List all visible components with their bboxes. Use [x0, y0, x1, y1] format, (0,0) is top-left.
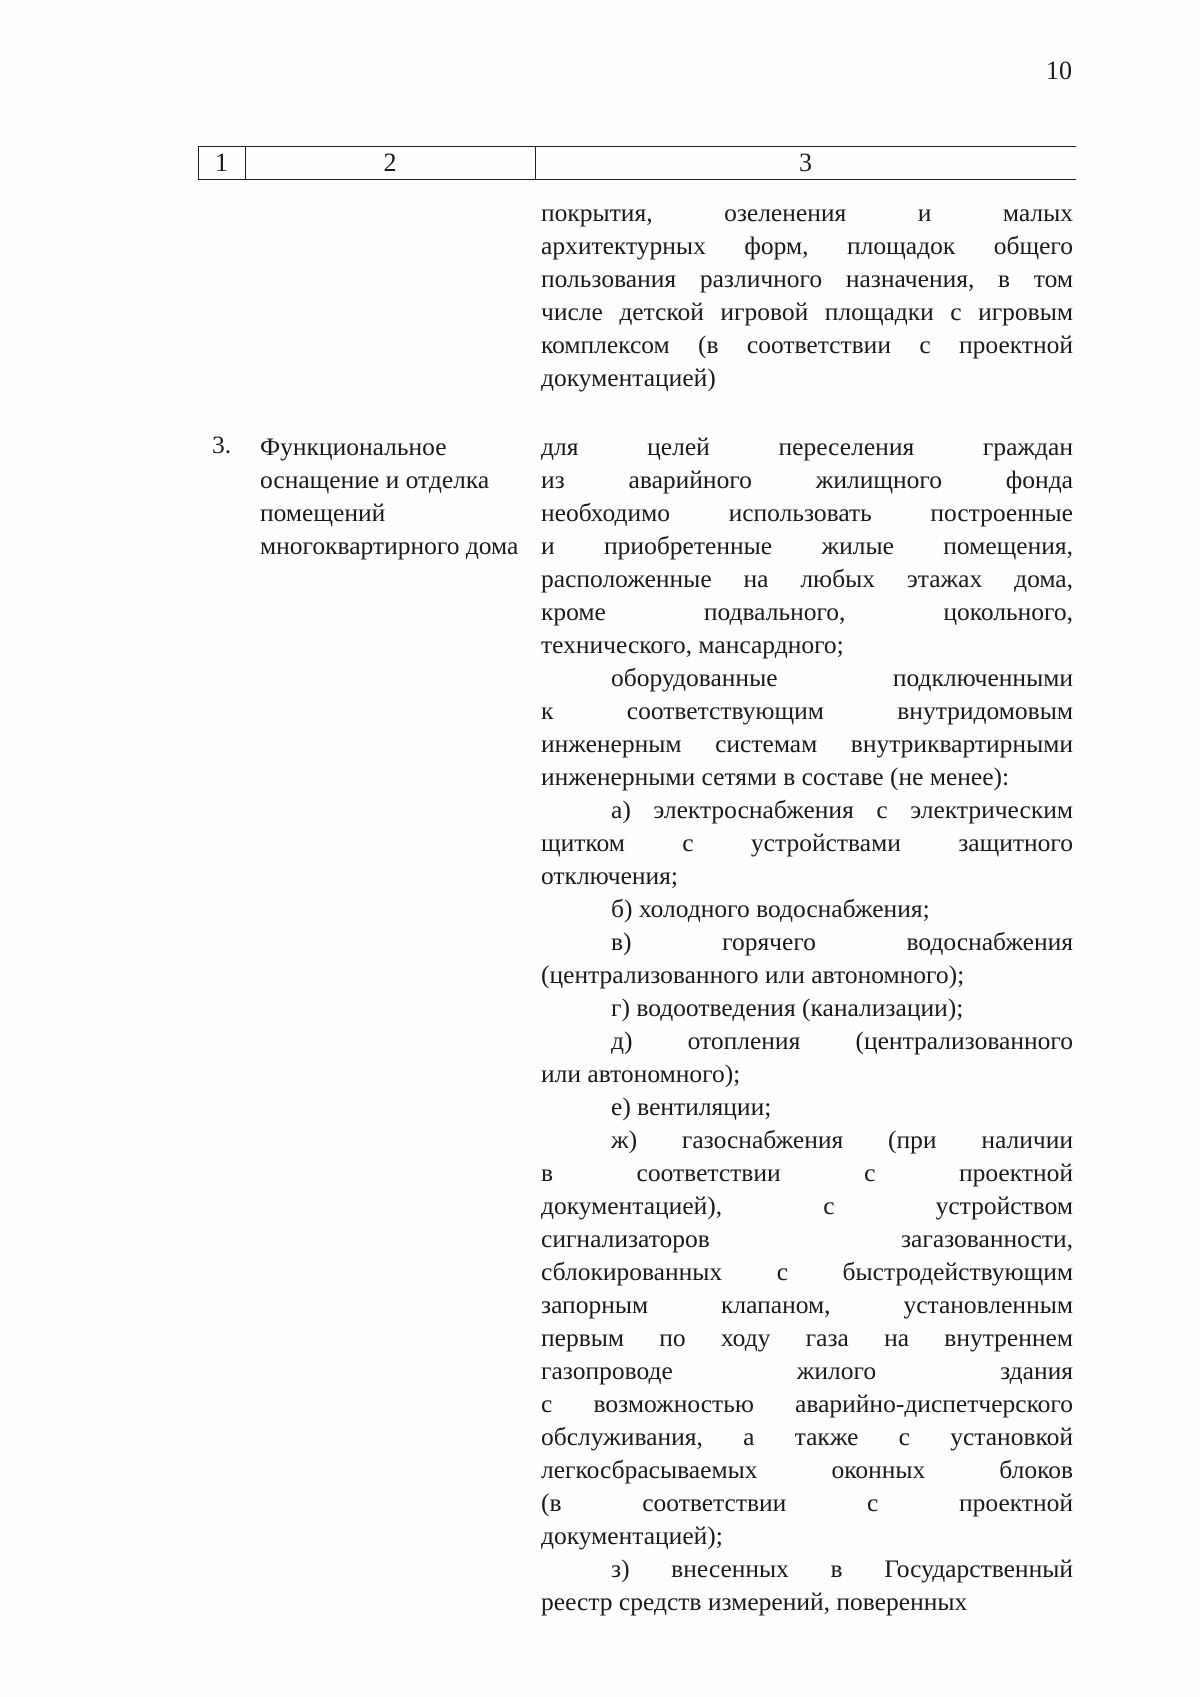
text-line: д) отопления (централизованного	[611, 1026, 1073, 1055]
text-line: б) холодного водоснабжения;	[611, 894, 930, 923]
table-header-row	[198, 146, 1076, 180]
text-line: в соответствии с проектной	[541, 1158, 1073, 1187]
table-header-bottom-border	[198, 179, 1076, 180]
text-line: отключения;	[541, 861, 679, 890]
paragraph	[541, 1552, 1073, 1618]
text-line: к соответствующим внутридомовым	[541, 696, 1073, 725]
text-line: запорным клапаном, установленным	[541, 1290, 1073, 1319]
text-line: инженерными сетями в составе (не менее):	[541, 762, 1010, 791]
table-header-top-border	[198, 146, 1076, 147]
paragraph	[541, 196, 1073, 394]
text-line: для целей переселения граждан	[541, 432, 1073, 461]
text-line: (в соответствии с проектной	[541, 1488, 1073, 1517]
text-line: архитектурных форм, площадок общего	[541, 231, 1073, 260]
text-line: или автономного);	[541, 1059, 741, 1088]
paragraph	[541, 793, 1073, 892]
item-description	[541, 430, 1073, 1618]
text-line: (централизованного или автономного);	[541, 960, 965, 989]
paragraph	[541, 991, 1073, 1024]
text-line: оборудованные подключенными	[611, 663, 1073, 692]
page-number: 10	[1046, 56, 1072, 85]
text-line: ж) газоснабжения (при наличии	[611, 1125, 1073, 1154]
text-line: необходимо использовать построенные	[541, 498, 1073, 527]
paragraph	[541, 892, 1073, 925]
text-line: документацией)	[541, 363, 716, 392]
text-line: г) водоотведения (канализации);	[611, 993, 964, 1022]
continuation-text	[541, 196, 1073, 394]
text-line: из аварийного жилищного фонда	[541, 465, 1073, 494]
item-title: Функциональное оснащение и отделка помещений многоквартирного дома	[260, 432, 519, 560]
text-line: реестр средств измерений, поверенных	[541, 1587, 968, 1616]
text-line: е) вентиляции;	[611, 1092, 772, 1121]
text-line: и приобретенные жилые помещения,	[541, 531, 1073, 560]
text-line: пользования различного назначения, в том	[541, 264, 1073, 293]
text-line: сигнализаторов загазованности,	[541, 1224, 1073, 1253]
text-line: в) горячего водоснабжения	[611, 927, 1073, 956]
text-line: легкосбрасываемых оконных блоков	[541, 1455, 1073, 1484]
text-line: сблокированных с быстродействующим	[541, 1257, 1073, 1286]
paragraph	[541, 1024, 1073, 1090]
text-line: первым по ходу газа на внутреннем	[541, 1323, 1073, 1352]
text-line: газопроводе жилого здания	[541, 1356, 1073, 1385]
text-line: обслуживания, а также с установкой	[541, 1422, 1073, 1451]
item-number: 3.	[212, 430, 232, 459]
text-line: кроме подвального, цокольного,	[541, 597, 1073, 626]
paragraph	[541, 1123, 1073, 1552]
table-header-col3: 3	[799, 148, 812, 177]
paragraph	[541, 1090, 1073, 1123]
table-header-col2: 2	[383, 148, 397, 177]
text-line: з) внесенных в Государственный	[611, 1554, 1073, 1583]
text-line: щитком с устройствами защитного	[541, 828, 1073, 857]
text-line: покрытия, озеленения и малых	[541, 198, 1073, 227]
text-line: а) электроснабжения с электрическим	[611, 795, 1073, 824]
text-line: комплексом (в соответствии с проектной	[541, 330, 1073, 359]
text-line: расположенные на любых этажах дома,	[541, 564, 1073, 593]
text-line: числе детской игровой площадки с игровым	[541, 297, 1073, 326]
text-line: технического, мансардного;	[541, 630, 844, 659]
table-header-col1: 1	[215, 148, 228, 177]
paragraph	[541, 661, 1073, 793]
text-line: документацией);	[541, 1521, 723, 1550]
paragraph	[541, 925, 1073, 991]
text-line: инженерным системам внутриквартирными	[541, 729, 1073, 758]
paragraph	[541, 430, 1073, 661]
text-line: с возможностью аварийно-диспетчерского	[541, 1389, 1073, 1418]
text-line: документацией), с устройством	[541, 1191, 1073, 1220]
